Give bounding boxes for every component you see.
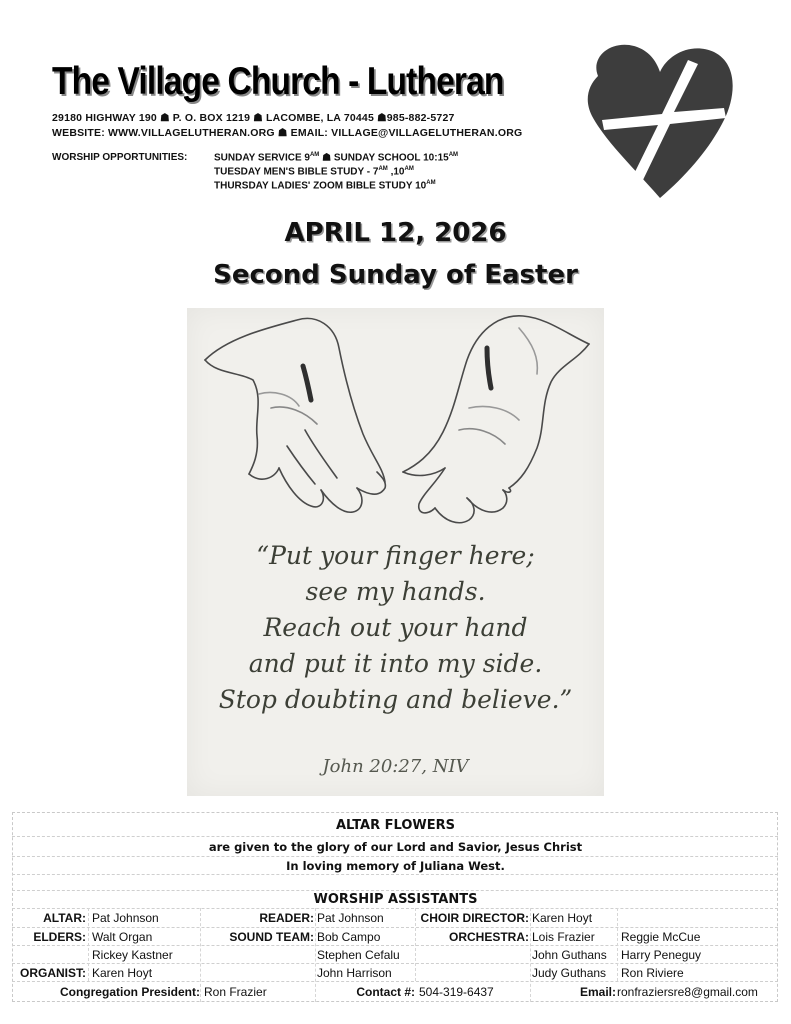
- verse-reference: John 20:27, NIV: [322, 756, 469, 777]
- website-email-line: WEBSITE: WWW.VILLAGELUTHERAN.ORG ☗ EMAIL: VILLAGE@VILLAGELUTHERAN.ORG: [52, 127, 523, 139]
- divider: [12, 963, 778, 964]
- worship-tuesday: TUESDAY MEN'S BIBLE STUDY - $7^{AM}$ $,10^{AM}$: [214, 166, 414, 178]
- orchestra-name: Lois Frazier: [532, 930, 595, 944]
- divider: [12, 927, 778, 928]
- contact-label: Contact #:: [356, 985, 415, 999]
- email-label: Email:: [579, 985, 616, 999]
- divider: [12, 981, 778, 982]
- orchestra-name: John Guthans: [532, 948, 607, 962]
- organist-label: ORGANIST:: [20, 966, 86, 980]
- contact-number: 504-319-6437: [419, 985, 494, 999]
- orchestra-name: Ron Riviere: [621, 966, 684, 980]
- sunday-title: Second Sunday of Easter: [213, 260, 578, 290]
- elders-label: ELDERS:: [33, 930, 86, 944]
- altar-name: Pat Johnson: [92, 911, 159, 925]
- divider: [12, 856, 778, 857]
- president-name: Ron Frazier: [204, 985, 267, 999]
- orchestra-name: Harry Peneguy: [621, 948, 702, 962]
- service-date: APRIL 12, 2026: [284, 218, 507, 248]
- organist-name: Karen Hoyt: [92, 966, 153, 980]
- worship-sunday: SUNDAY SERVICE $9^{AM}$ ☗ SUNDAY SCHOOL $10:15^{AM}$: [214, 152, 459, 164]
- divider: [12, 890, 778, 891]
- elder-name: Rickey Kastner: [92, 948, 173, 962]
- choir-director-name: Karen Hoyt: [532, 911, 593, 925]
- worship-label: WORSHIP OPPORTUNITIES:: [52, 152, 188, 163]
- column-divider: [617, 908, 618, 981]
- altar-label: ALTAR:: [43, 911, 86, 925]
- heart-cross-icon: [578, 38, 738, 202]
- altar-flowers-memory: In loving memory of Juliana West.: [286, 859, 505, 873]
- divider: [12, 874, 778, 875]
- verse-line: Stop doubting and believe.”: [218, 685, 573, 714]
- column-divider: [88, 908, 89, 981]
- verse-line: Reach out your hand: [263, 613, 528, 642]
- altar-flowers-dedication: are given to the glory of our Lord and Savior, Jesus Christ: [208, 840, 583, 854]
- worship-thursday: THURSDAY LADIES' ZOOM BIBLE STUDY $10^{AM}$: [214, 180, 436, 192]
- orchestra-name: Reggie McCue: [621, 930, 701, 944]
- open-hands-illustration: [187, 308, 604, 538]
- sound-team-name: Stephen Cefalu: [317, 948, 400, 962]
- orchestra-label: ORCHESTRA:: [449, 930, 529, 944]
- address-line: 29180 HIGHWAY 190 ☗ P. O. BOX 1219 ☗ LACOMBE, LA 70445 ☗985-882-5727: [52, 112, 455, 124]
- sound-team-name: Bob Campo: [317, 930, 381, 944]
- email-address[interactable]: ronfraziersre8@gmail.com: [617, 985, 758, 999]
- worship-assistants-title: WORSHIP ASSISTANTS: [313, 892, 478, 907]
- verse-text: [187, 538, 604, 718]
- church-name: The Village Church - Lutheran: [52, 60, 504, 103]
- reader-name: Pat Johnson: [317, 911, 384, 925]
- president-label: Congregation President:: [59, 985, 200, 999]
- sound-team-name: John Harrison: [317, 966, 392, 980]
- divider: [12, 908, 778, 909]
- reader-label: READER:: [259, 911, 314, 925]
- altar-flowers-title: ALTAR FLOWERS: [336, 818, 455, 833]
- verse-line: see my hands.: [305, 577, 486, 606]
- choir-director-label: CHOIR DIRECTOR:: [420, 911, 529, 925]
- divider: [12, 945, 778, 946]
- verse-line: and put it into my side.: [248, 649, 543, 678]
- verse-line: “Put your finger here;: [256, 541, 535, 570]
- orchestra-name: Judy Guthans: [532, 966, 607, 980]
- scripture-artwork: [187, 308, 604, 796]
- sound-team-label: SOUND TEAM:: [229, 930, 314, 944]
- elder-name: Walt Organ: [92, 930, 153, 944]
- divider: [12, 836, 778, 837]
